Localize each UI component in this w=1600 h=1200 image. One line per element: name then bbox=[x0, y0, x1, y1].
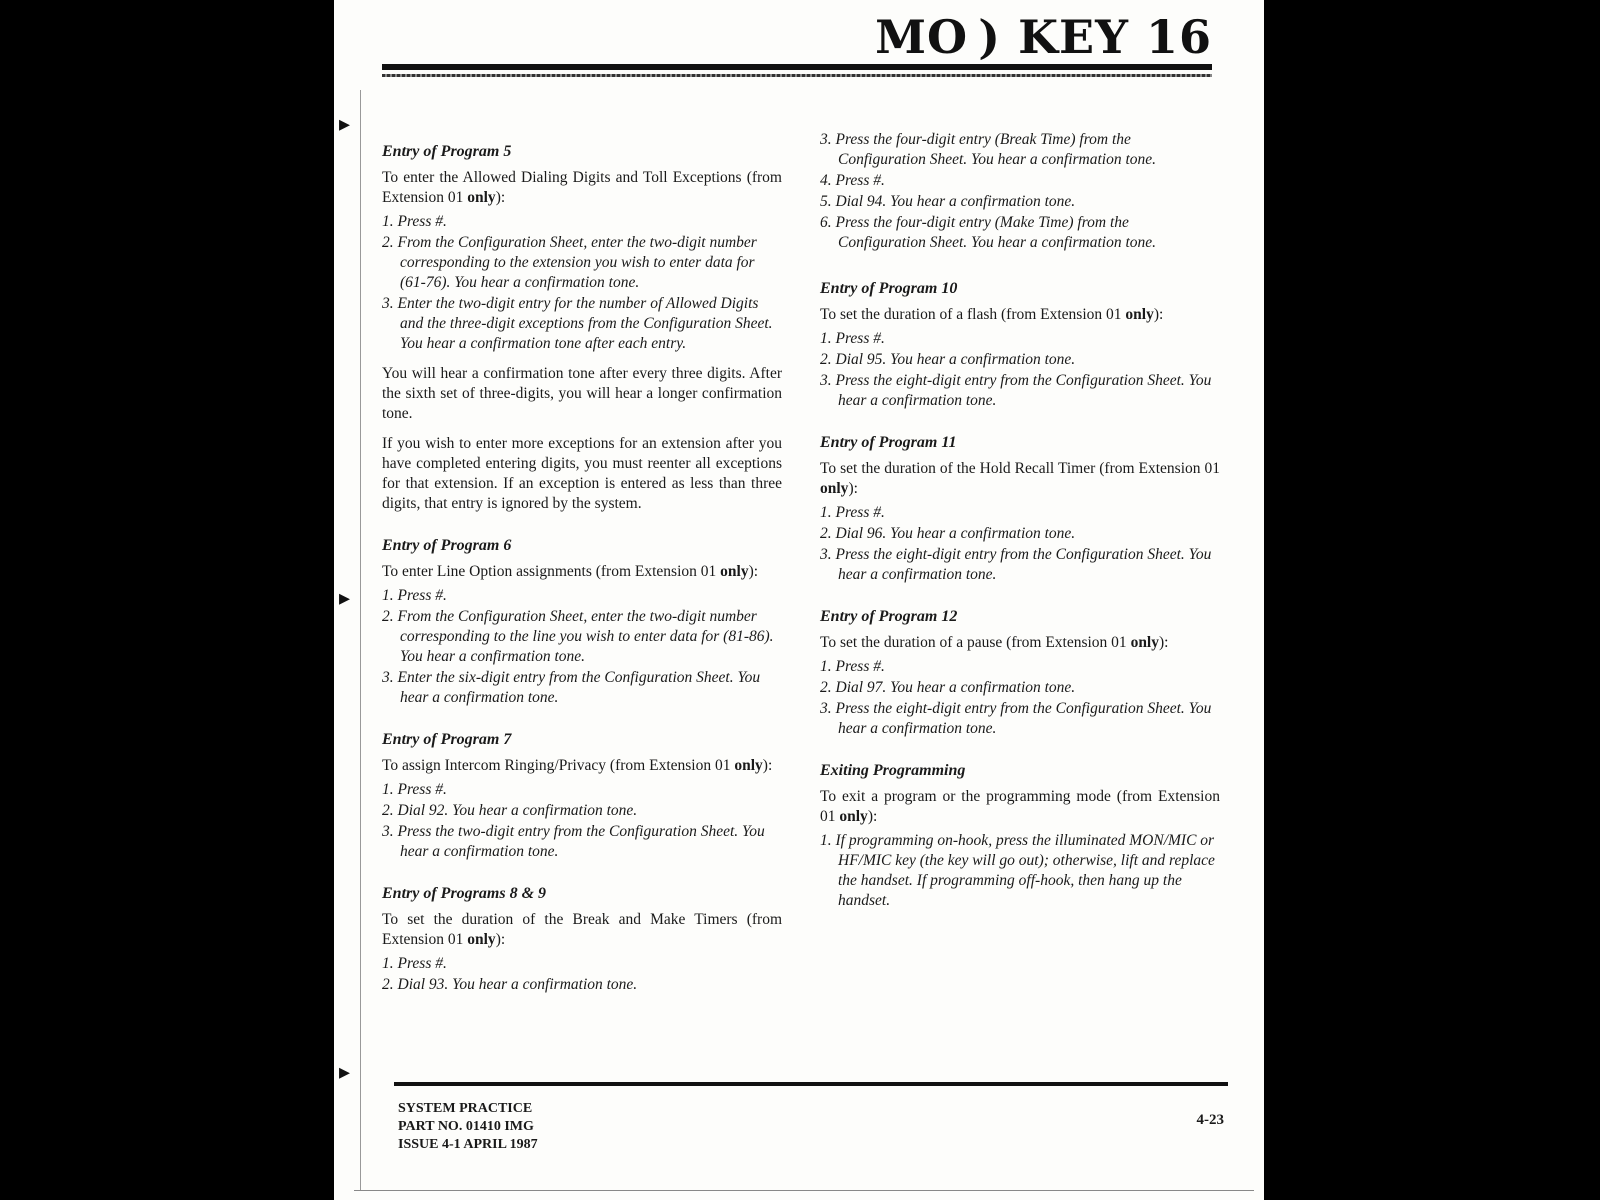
step-item: 5. Dial 94. You hear a confirmation tone. bbox=[820, 193, 1076, 210]
step-list bbox=[382, 586, 782, 708]
section-heading: Entry of Program 6 bbox=[382, 537, 512, 554]
step-item: 1. Press #. bbox=[382, 213, 447, 230]
step-item: 6. Press the four-digit entry (Make Time) from the Configuration Sheet. You hear a confirmation tone. bbox=[820, 214, 1157, 251]
section-intro: To set the duration of a flash (from Extension 01 only): bbox=[820, 306, 1164, 323]
step-list bbox=[382, 780, 782, 862]
section-heading: Entry of Program 10 bbox=[820, 280, 958, 297]
section-intro: To set the duration of the Hold Recall Timer (from Extension 01 only): bbox=[820, 460, 1220, 497]
page-title: MO ) KEY 16 bbox=[875, 10, 1212, 64]
step-item: 2. Dial 96. You hear a confirmation tone. bbox=[820, 525, 1076, 542]
step-item: 2. Dial 93. You hear a confirmation tone. bbox=[382, 976, 638, 993]
section-intro: To exit a program or the programming mode (from Extension 01 only): bbox=[820, 788, 1220, 825]
step-list bbox=[382, 212, 782, 354]
step-item: 1. Press #. bbox=[820, 504, 885, 521]
program-section bbox=[382, 536, 782, 708]
body-paragraph: You will hear a confirmation tone after every three digits. After the sixth set of three-digits, you will hear a longer confirmation tone. bbox=[382, 365, 782, 422]
program-section bbox=[382, 884, 782, 995]
footer bbox=[398, 1100, 538, 1154]
left-column bbox=[382, 142, 782, 1017]
section-heading: Exiting Programming bbox=[820, 762, 966, 779]
step-item: 2. From the Configuration Sheet, enter the two-digit number corresponding to the extension you wish to enter data for (61-76). You hear a confirmation tone. bbox=[382, 234, 757, 291]
step-list bbox=[820, 831, 1220, 911]
step-list bbox=[820, 657, 1220, 739]
continuation-steps bbox=[820, 130, 1220, 253]
body-paragraph: If you wish to enter more exceptions for an extension after you have completed entering digits, you must reenter all exceptions for that extension. If an exception is entered as less than three digits, that entry is ignored by the system. bbox=[382, 435, 782, 512]
step-list bbox=[820, 503, 1220, 585]
step-item: 2. Dial 97. You hear a confirmation tone. bbox=[820, 679, 1076, 696]
footer-line: PART NO. 01410 IMG bbox=[398, 1119, 534, 1134]
step-item: 3. Press the eight-digit entry from the Configuration Sheet. You hear a confirmation tone. bbox=[820, 372, 1212, 409]
step-item: 4. Press #. bbox=[820, 172, 885, 189]
step-item: 2. From the Configuration Sheet, enter the two-digit number corresponding to the line you wish to enter data for (81-86). You hear a confirmation tone. bbox=[382, 608, 774, 665]
step-item: 1. Press #. bbox=[820, 658, 885, 675]
section-heading: Entry of Program 12 bbox=[820, 608, 958, 625]
step-item: 3. Press the two-digit entry from the Configuration Sheet. You hear a confirmation tone. bbox=[382, 823, 765, 860]
footer-line: SYSTEM PRACTICE bbox=[398, 1101, 533, 1116]
step-item: 3. Press the eight-digit entry from the Configuration Sheet. You hear a confirmation tone. bbox=[820, 700, 1212, 737]
step-item: 2. Dial 95. You hear a confirmation tone. bbox=[820, 351, 1076, 368]
program-section bbox=[382, 730, 782, 862]
document-page bbox=[334, 0, 1264, 1200]
step-item: 3. Press the four-digit entry (Break Time) from the Configuration Sheet. You hear a confirmation tone. bbox=[820, 131, 1157, 168]
program-section bbox=[820, 433, 1220, 585]
program-section bbox=[820, 279, 1220, 411]
footer-line: ISSUE 4-1 APRIL 1987 bbox=[398, 1137, 538, 1152]
binding-mark-icon: ▸ bbox=[339, 112, 351, 137]
program-section bbox=[820, 607, 1220, 739]
section-intro: To enter the Allowed Dialing Digits and Toll Exceptions (from Extension 01 only): bbox=[382, 169, 782, 206]
binding-mark-icon: ▸ bbox=[339, 586, 351, 611]
step-list bbox=[382, 954, 782, 995]
section-heading: Entry of Program 5 bbox=[382, 143, 512, 160]
page-number: 4-23 bbox=[1196, 1112, 1224, 1128]
step-item: 1. Press #. bbox=[820, 330, 885, 347]
section-intro: To assign Intercom Ringing/Privacy (from Extension 01 only): bbox=[382, 757, 773, 774]
step-item: 3. Press the eight-digit entry from the Configuration Sheet. You hear a confirmation tone. bbox=[820, 546, 1212, 583]
right-column bbox=[820, 130, 1220, 933]
step-item: 3. Enter the two-digit entry for the number of Allowed Digits and the three-digit exceptions from the Configuration Sheet. You hear a confirmation tone after each entry. bbox=[382, 295, 773, 352]
step-item: 1. Press #. bbox=[382, 781, 447, 798]
section-heading: Entry of Programs 8 & 9 bbox=[382, 885, 547, 902]
binding-mark-icon: ▸ bbox=[339, 1060, 351, 1085]
page-bottom-edge bbox=[354, 1190, 1254, 1191]
step-item: 1. Press #. bbox=[382, 955, 447, 972]
program-section bbox=[382, 142, 782, 514]
footer-rule bbox=[394, 1082, 1228, 1086]
margin-line bbox=[360, 90, 361, 1190]
header-rule-thin bbox=[382, 74, 1212, 77]
step-list bbox=[820, 329, 1220, 411]
program-section bbox=[820, 761, 1220, 911]
header-rule bbox=[382, 64, 1212, 70]
step-item: 1. If programming on-hook, press the illuminated MON/MIC or HF/MIC key (the key will go out); otherwise, lift and replace the handset. If programming off-hook, then hang up the handset. bbox=[820, 832, 1215, 909]
step-item: 3. Enter the six-digit entry from the Configuration Sheet. You hear a confirmation tone. bbox=[382, 669, 761, 706]
step-item: 1. Press #. bbox=[382, 587, 447, 604]
step-item: 2. Dial 92. You hear a confirmation tone. bbox=[382, 802, 638, 819]
section-intro: To set the duration of a pause (from Extension 01 only): bbox=[820, 634, 1169, 651]
section-intro: To enter Line Option assignments (from Extension 01 only): bbox=[382, 563, 759, 580]
section-intro: To set the duration of the Break and Make Timers (from Extension 01 only): bbox=[382, 911, 782, 948]
section-heading: Entry of Program 7 bbox=[382, 731, 512, 748]
section-heading: Entry of Program 11 bbox=[820, 434, 957, 451]
